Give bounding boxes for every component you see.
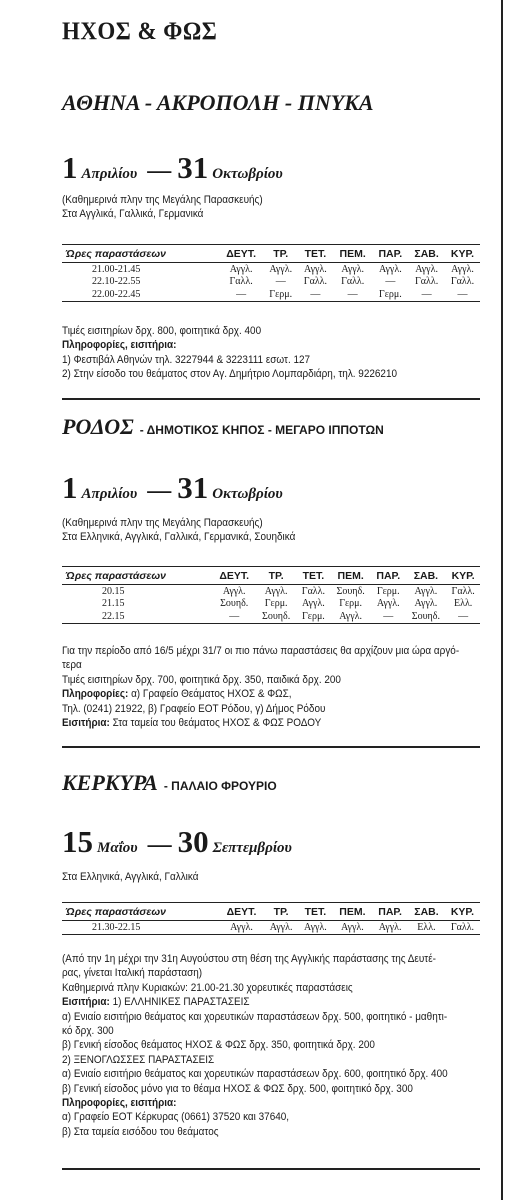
col-header: ΚΥΡ. <box>446 567 480 585</box>
corfu-subtitle: - ΠΑΛΑΙΟ ΦΡΟΥΡΙΟ <box>163 779 277 793</box>
table-cell: Σουηδ. <box>256 610 297 623</box>
table-cell: Αγγλ. <box>414 585 438 597</box>
table-cell: Αγγλ. <box>415 263 438 275</box>
rhodes-dates <box>62 470 287 506</box>
table-cell: 22.00-22.45 <box>62 288 219 301</box>
table-cell: — <box>385 276 396 288</box>
athens-intro <box>62 193 290 222</box>
corfu-dates <box>62 824 296 860</box>
rhodes-tickets: Στα ταμεία του θεάματος ΗΧΟΣ & ΦΩΣ ΡΟΔΟΥ <box>109 717 322 730</box>
table-row <box>62 921 480 935</box>
col-header: Ώρες παραστάσεων <box>62 245 219 263</box>
rhodes-subtitle: - ΔΗΜΟΤΙΚΟΣ ΚΗΠΟΣ - ΜΕΓΑΡΟ ΙΠΠΟΤΩΝ <box>139 423 384 437</box>
table-cell: Αγγλ. <box>229 263 253 275</box>
table-cell: 22.15 <box>62 610 213 623</box>
table-cell: Γερμ. <box>264 598 288 610</box>
table-cell: — <box>213 610 256 623</box>
col-header: ΠΕΜ. <box>330 567 371 585</box>
col-header: ΤΡ. <box>264 245 298 263</box>
page-title: ΗΧΟΣ & ΦΩΣ <box>62 18 218 45</box>
table-cell: Αγγλ. <box>304 263 327 275</box>
corfu-tickets-2: 2) ΞΕΝΟΓΛΩΣΣΕΣ ΠΑΡΑΣΤΑΣΕΙΣ <box>62 1053 215 1066</box>
rhodes-period-note-2: τερα <box>62 659 82 672</box>
col-header: ΣΑΒ. <box>405 567 446 585</box>
col-header: Ώρες παραστάσεων <box>62 567 213 585</box>
corfu-tickets-line <box>62 995 448 1009</box>
athens-info-1: 1) Φεστιβάλ Αθηνών τηλ. 3227944 & 3223111 εσωτ. 127 <box>62 353 311 366</box>
section-divider <box>62 1168 480 1170</box>
col-header: ΔΕΥΤ. <box>219 903 264 921</box>
table-cell: Αγγλ. <box>264 585 288 597</box>
table-cell: Αγγλ. <box>298 921 332 935</box>
table-row <box>62 598 480 611</box>
table-row <box>62 263 480 276</box>
table-cell: Γαλλ. <box>415 276 439 288</box>
right-border-line <box>501 0 503 1200</box>
rhodes-info-1: α) Γραφείο Θεάματος ΗΧΟΣ & ΦΩΣ, <box>128 688 292 701</box>
table-header-row <box>62 903 480 921</box>
corfu-title: ΚΕΡΚΥΡΑ <box>62 770 158 795</box>
table-cell: Αγγλ. <box>222 585 246 597</box>
corfu-note-2: ρας, γίνεται Ιταλική παράσταση) <box>62 967 203 980</box>
athens-prices: Τιμές εισιτηρίων δρχ. 800, φοιτητικά δρχ. 400 <box>62 325 262 337</box>
table-cell: 21.30-22.15 <box>62 921 219 935</box>
table-header-row <box>62 245 480 263</box>
athens-start-month: Απριλίου <box>81 166 138 182</box>
athens-end-month: Οκτωβρίου <box>212 166 283 182</box>
rhodes-end-day: 31 <box>177 470 209 505</box>
col-header: ΔΕΥΤ. <box>213 567 256 585</box>
table-cell: Αγγλ. <box>414 598 438 610</box>
corfu-info-2: β) Στα ταμεία εισόδου του θεάματος <box>62 1125 219 1138</box>
athens-schedule-table <box>62 244 480 302</box>
athens-info <box>62 324 443 382</box>
rhodes-languages: Στα Ελληνικά, Αγγλικά, Γαλλικά, Γερμανικά, Σουηδικά <box>62 531 296 544</box>
rhodes-schedule-table <box>62 566 480 624</box>
corfu-end-day: 30 <box>177 824 209 859</box>
table-cell: Αγγλ. <box>372 921 408 935</box>
rhodes-end-month: Οκτωβρίου <box>212 486 283 502</box>
corfu-schedule-table <box>62 902 480 935</box>
corfu-end-month: Σεπτεμβρίου <box>212 840 292 856</box>
rhodes-tickets-line <box>62 716 459 730</box>
table-cell: Γερμ. <box>297 610 331 623</box>
table-cell: — <box>298 288 333 301</box>
corfu-start-day: 15 <box>62 824 93 859</box>
rhodes-start-day: 1 <box>62 470 78 505</box>
table-cell: Γαλλ. <box>341 276 365 288</box>
athens-note: (Καθημερινά πλην της Μεγάλης Παρασκευής) <box>62 194 263 206</box>
table-cell: Γερμ. <box>376 585 400 597</box>
athens-languages: Στα Αγγλικά, Γαλλικά, Γερμανικά <box>62 208 204 221</box>
table-cell: Αγγλ. <box>269 263 293 275</box>
table-cell: — <box>446 610 480 623</box>
table-cell: 21.15 <box>102 598 125 610</box>
corfu-ticket-b: β) Γενική είσοδος θεάματος ΗΧΟΣ & ΦΩΣ δρχ. 350, φοιτητικά δρχ. 200 <box>62 1039 375 1052</box>
rhodes-note: (Καθημερινά πλην της Μεγάλης Παρασκευής) <box>62 517 263 529</box>
table-cell: — <box>275 276 286 288</box>
table-cell: Γαλλ. <box>450 276 475 288</box>
athens-end-day: 31 <box>177 150 209 185</box>
table-cell: Γαλλ. <box>229 276 253 288</box>
col-header: ΣΑΒ. <box>408 903 445 921</box>
corfu-languages: Στα Ελληνικά, Αγγλικά, Γαλλικά <box>62 871 199 883</box>
table-cell: Αγγλ. <box>333 921 373 935</box>
corfu-info-1: α) Γραφείο ΕΟΤ Κέρκυρας (0661) 37520 και 37640, <box>62 1111 290 1124</box>
table-cell: Αγγλ. <box>376 598 400 610</box>
corfu-heading <box>62 770 277 796</box>
table-cell: Αγγλ. <box>451 263 474 275</box>
rhodes-date-dash: — <box>147 478 172 504</box>
col-header: Ώρες παραστάσεων <box>62 903 219 921</box>
col-header: ΤΕΤ. <box>297 567 331 585</box>
corfu-info-label: Πληροφορίες, εισιτήρια: <box>62 1097 177 1110</box>
corfu-tickets-label: Εισιτήρια: <box>62 996 110 1009</box>
athens-start-day: 1 <box>62 150 78 185</box>
table-row <box>62 288 480 301</box>
table-cell: Γαλλ. <box>445 921 480 935</box>
table-row <box>62 276 480 289</box>
table-cell: — <box>445 288 480 301</box>
table-cell: Γαλλ. <box>301 585 325 597</box>
col-header: ΣΑΒ. <box>408 245 445 263</box>
athens-info-label: Πληροφορίες, εισιτήρια: <box>62 339 177 352</box>
col-header: ΠΕΜ. <box>333 903 373 921</box>
table-cell: — <box>333 288 373 301</box>
table-cell: Γερμ. <box>372 288 408 301</box>
corfu-start-month: Μαΐου <box>97 840 138 856</box>
table-cell: Αγγλ. <box>302 598 325 610</box>
table-cell: 20.15 <box>102 585 125 597</box>
corfu-ticket-a2: κό δρχ. 300 <box>62 1025 114 1038</box>
table-cell: Αγγλ. <box>219 921 264 935</box>
rhodes-info <box>62 644 513 730</box>
table-cell: — <box>408 288 445 301</box>
col-header: ΤΕΤ. <box>298 903 332 921</box>
table-cell: — <box>371 610 405 623</box>
table-cell: Ελλ. <box>408 921 445 935</box>
athens-info-2: 2) Στην είσοδο του θεάματος στον Αγ. Δημήτριο Λομπαρδιάρη, τηλ. 9226210 <box>62 368 398 381</box>
section-divider <box>62 746 480 748</box>
section-divider <box>62 398 480 400</box>
table-cell: Σουηδ. <box>336 585 365 597</box>
corfu-ticket-d: β) Γενική είσοδος μόνο για το θέαμα ΗΧΟΣ & ΦΩΣ δρχ. 500, φοιτητικό δρχ. 300 <box>62 1082 413 1095</box>
table-cell: 22.10-22.55 <box>92 276 141 288</box>
corfu-intro <box>62 870 217 884</box>
rhodes-heading <box>62 414 384 440</box>
table-cell: Αγγλ. <box>330 610 371 623</box>
rhodes-start-month: Απριλίου <box>81 486 138 502</box>
col-header: ΤΡ. <box>264 903 298 921</box>
rhodes-tickets-label: Εισιτήρια: <box>62 717 110 730</box>
corfu-info <box>62 952 500 1139</box>
rhodes-info-label: Πληροφορίες: <box>62 688 129 701</box>
table-header-row <box>62 567 480 585</box>
table-cell: — <box>219 288 264 301</box>
corfu-note-3: Καθημερινά πλην Κυριακών: 21.00-21.30 χορευτικές παραστάσεις <box>62 981 353 994</box>
table-cell: Σουηδ. <box>220 598 249 610</box>
table-cell: Σουηδ. <box>405 610 446 623</box>
corfu-note-1: (Από την 1η μέχρι την 31η Αυγούστου στη θέση της Αγγλικής παράστασης της Δευτέ- <box>62 953 436 965</box>
rhodes-intro <box>62 516 327 545</box>
col-header: ΚΥΡ. <box>445 245 480 263</box>
col-header: ΠΕΜ. <box>333 245 373 263</box>
table-cell: Ελλ. <box>454 598 473 610</box>
col-header: ΠΑΡ. <box>372 245 408 263</box>
col-header: ΤΡ. <box>256 567 297 585</box>
col-header: ΤΕΤ. <box>298 245 333 263</box>
corfu-tickets-1: 1) ΕΛΛΗΝΙΚΕΣ ΠΑΡΑΣΤΑΣΕΙΣ <box>109 996 250 1009</box>
table-cell: 21.00-21.45 <box>92 263 141 275</box>
col-header: ΠΑΡ. <box>372 903 408 921</box>
col-header: ΠΑΡ. <box>371 567 405 585</box>
athens-dates <box>62 150 287 186</box>
table-cell: Γερμ. <box>264 288 298 301</box>
rhodes-prices: Τιμές εισιτηρίων δρχ. 700, φοιτητικά δρχ. 350, παιδικά δρχ. 200 <box>62 673 341 686</box>
rhodes-period-note-1: Για την περίοδο από 16/5 μέχρι 31/7 οι πιο πάνω παραστάσεις θα αρχίζουν μια ώρα αργό- <box>62 645 460 657</box>
corfu-ticket-a1: α) Ενιαίο εισιτήριο θεάματος και χορευτικών παραστάσεων δρχ. 500, φοιτητικό - μαθητι- <box>62 1010 448 1023</box>
table-cell: Αγγλ. <box>341 263 365 275</box>
rhodes-info-2: Τηλ. (0241) 21922, β) Γραφείο ΕΟΤ Ρόδου, γ) Δήμος Ρόδου <box>62 702 326 715</box>
corfu-date-dash: — <box>147 832 172 858</box>
col-header: ΚΥΡ. <box>445 903 480 921</box>
rhodes-info-line <box>62 687 459 701</box>
athens-date-dash: — <box>147 158 172 184</box>
corfu-ticket-c: α) Ενιαίο εισιτήριο θεάματος και χορευτικών παραστάσεων δρχ. 600, φοιτητικό δρχ. 400 <box>62 1068 448 1081</box>
table-cell: Αγγλ. <box>264 921 298 935</box>
table-row <box>62 610 480 623</box>
table-cell: Γερμ. <box>339 598 363 610</box>
table-cell: Αγγλ. <box>378 263 402 275</box>
athens-title: ΑΘΗΝΑ - ΑΚΡΟΠΟΛΗ - ΠΝΥΚΑ <box>62 90 374 115</box>
table-cell: Γαλλ. <box>303 276 328 288</box>
rhodes-title: ΡΟΔΟΣ <box>62 414 134 439</box>
col-header: ΔΕΥΤ. <box>219 245 264 263</box>
table-row <box>62 585 480 598</box>
table-cell: Γαλλ. <box>451 585 475 597</box>
